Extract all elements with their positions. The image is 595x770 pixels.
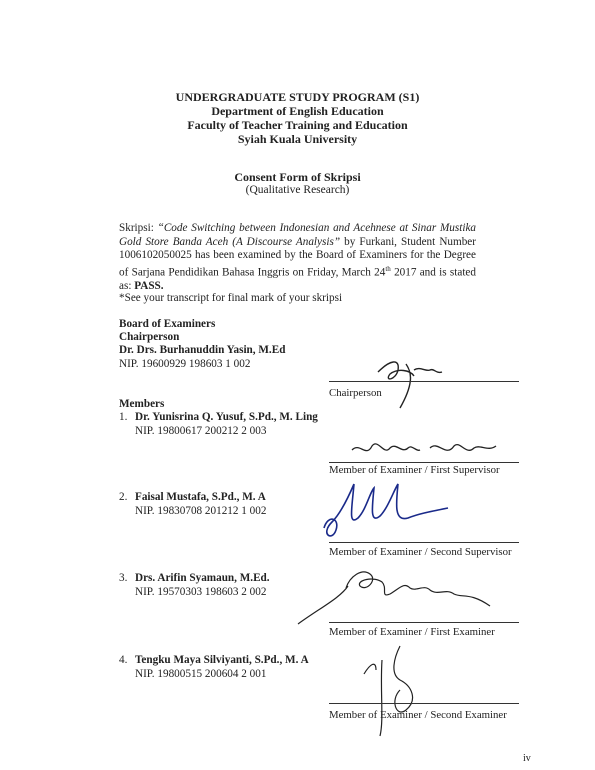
- member-3-nip: NIP. 19570303 198603 2 002: [135, 586, 267, 598]
- member-3-caption: Member of Examiner / First Examiner: [329, 626, 495, 638]
- member-2-signature: [318, 478, 468, 548]
- member-4-nip: NIP. 19800515 200604 2 001: [135, 668, 267, 680]
- member-1-signature-line: [329, 462, 519, 463]
- faculty-title: Faculty of Teacher Training and Education: [187, 118, 408, 132]
- members-heading: Members: [119, 398, 165, 410]
- university-title: Syiah Kuala University: [237, 132, 358, 146]
- member-3-signature-line: [329, 622, 519, 623]
- chair-nip: NIP. 19600929 198603 1 002: [119, 358, 251, 370]
- member-2-number: 2.: [119, 491, 128, 503]
- thesis-title: “Code Switching between Indonesian and Acehnese at Sinar Mustika Gold Store Banda Aceh (A Discourse Analysis”: [119, 222, 476, 248]
- member-1-nip: NIP. 19800617 200212 2 003: [135, 425, 267, 437]
- member-1-number: 1.: [119, 411, 128, 423]
- department-title: Department of English Education: [211, 104, 384, 118]
- member-4-name: Tengku Maya Silviyanti, S.Pd., M. A: [135, 654, 309, 666]
- chair-caption: Chairperson: [329, 387, 382, 399]
- form-subtitle: (Qualitative Research): [245, 184, 350, 196]
- chair-label: Chairperson: [119, 331, 180, 343]
- member-1-caption: Member of Examiner / First Supervisor: [329, 464, 500, 476]
- member-4-caption: Member of Examiner / Second Examiner: [329, 709, 507, 721]
- member-2-name: Faisal Mustafa, S.Pd., M. A: [135, 491, 266, 503]
- member-2-nip: NIP. 19830708 201212 1 002: [135, 505, 267, 517]
- paragraph-year-text: 2017 and is stated as:: [119, 266, 476, 292]
- member-3-signature: [290, 558, 500, 628]
- page-number: iv: [523, 753, 531, 764]
- member-4-number: 4.: [119, 654, 128, 666]
- board-heading: Board of Examiners: [119, 318, 216, 330]
- member-4-signature-line: [329, 703, 519, 704]
- member-2-signature-line: [329, 542, 519, 543]
- chair-name: Dr. Drs. Burhanuddin Yasin, M.Ed: [119, 344, 286, 356]
- member-3-name: Drs. Arifin Syamaun, M.Ed.: [135, 572, 270, 584]
- member-1-name: Dr. Yunisrina Q. Yusuf, S.Pd., M. Ling: [135, 411, 318, 423]
- program-title: UNDERGRADUATE STUDY PROGRAM (S1): [175, 90, 420, 104]
- chair-signature-line: [329, 381, 519, 382]
- member-3-number: 3.: [119, 572, 128, 584]
- member-2-caption: Member of Examiner / Second Supervisor: [329, 546, 512, 558]
- paragraph-by-text: by Furkani, Student Number 1006102050025 has been examined by the Board of Examiners for the Degree of Sarjana Pendidikan Bahasa Inggris on Friday, March 24: [119, 235, 476, 279]
- chair-signature: [370, 350, 460, 410]
- result-pass: PASS.: [134, 279, 164, 292]
- member-4-signature: [360, 640, 430, 740]
- consent-paragraph: [119, 222, 476, 293]
- date-suffix: th: [385, 264, 391, 273]
- transcript-note: *See your transcript for final mark of your skripsi: [119, 292, 343, 304]
- paragraph-prefix: Skripsi:: [119, 222, 158, 234]
- form-title: Consent Form of Skripsi: [234, 170, 361, 184]
